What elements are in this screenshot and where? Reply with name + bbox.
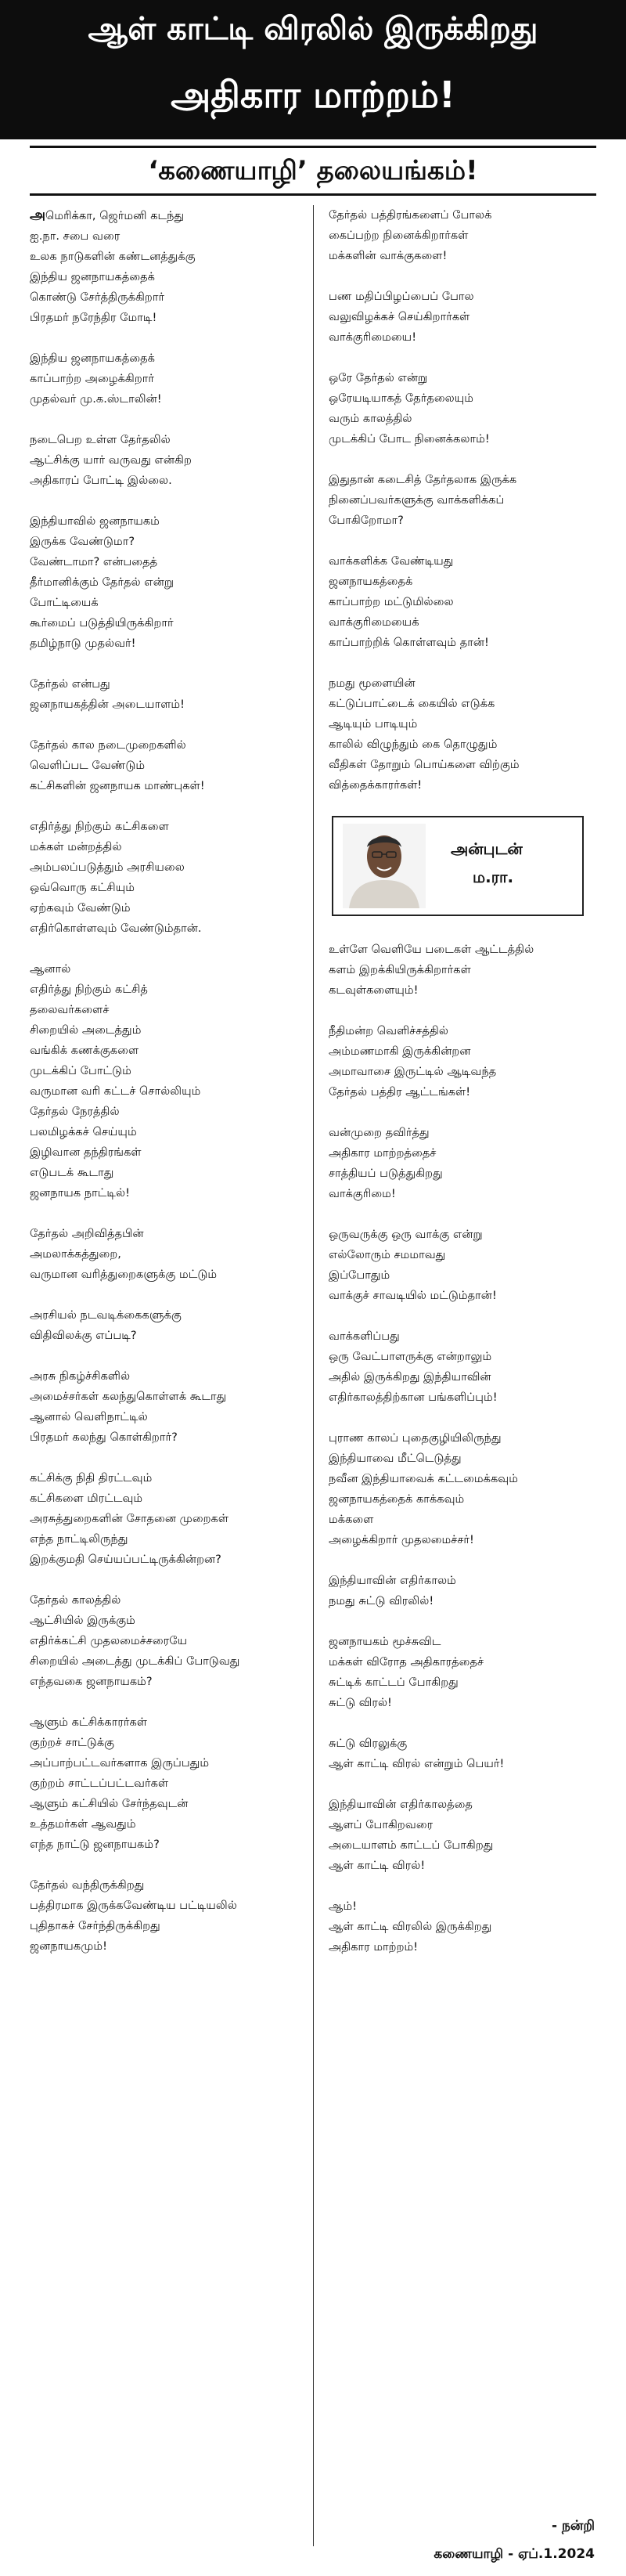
poem-line: இந்தியாவின் எதிர்காலம் (329, 1574, 456, 1587)
poem-line: ஜனநாயகத்தைக் (329, 575, 413, 588)
poem-stanza (30, 959, 296, 1203)
poem-line: அடையாளம் காட்டப் போகிறது (329, 1838, 494, 1852)
poem-line: களம் இறக்கியிருக்கிறார்கள் (329, 963, 471, 976)
poem-line: காலில் விழுந்தும் கை தொழுதும் (329, 738, 498, 751)
poem-line: ஒரேயடியாகத் தேர்தலையும் (329, 391, 474, 405)
poem-line: வலுவிழக்கச் செய்கிறார்கள் (329, 310, 470, 323)
poem-stanza (30, 1224, 296, 1285)
poem-stanza (329, 673, 595, 796)
poem-line: நீதிமன்ற வெளிச்சத்தில் (329, 1024, 448, 1037)
poem-line: இந்திய ஜனநாயகத்தைக் (30, 270, 155, 283)
poem-stanza (30, 348, 296, 409)
poem-line: இந்தியாவை மீட்டெடுத்து (329, 1452, 462, 1465)
poem-line: உத்தமர்கள் ஆவதும் (30, 1817, 136, 1831)
poem-line: பண மதிப்பிழப்பைப் போல (329, 290, 474, 303)
poem-stanza (30, 511, 296, 654)
poem-line: வரும் காலத்தில் (329, 412, 412, 425)
poem-line: ஒவ்வொரு கட்சியும் (30, 881, 135, 894)
poem-stanza (30, 1305, 296, 1346)
poem-line: கடவுள்களையும்! (329, 983, 419, 997)
poem-line: புராண காலப் புதைகுழியிலிருந்து (329, 1431, 502, 1445)
poem-line: கூர்மைப் படுத்தியிருக்கிறார் (30, 616, 174, 630)
headline-line-2: அதிகார மாற்றம்! (171, 74, 455, 116)
headline-banner (0, 0, 626, 139)
poem-line: அதிகார மாற்றத்தைச் (329, 1146, 437, 1160)
poem-line: ஆனால் (30, 962, 71, 976)
poem-line: அரசியல் நடவடிக்கைகளுக்கு (30, 1308, 182, 1322)
poem-line: இறக்குமதி செய்யப்பட்டிருக்கின்றன? (30, 1553, 221, 1566)
poem-stanza (329, 1571, 595, 1611)
poem-line: கட்டுப்பாட்டைக் கையில் எடுக்க (329, 697, 495, 710)
poem-line: எடுபடக் கூடாது (30, 1166, 114, 1179)
poem-line: தேர்தல் வந்திருக்கிறது (30, 1878, 145, 1892)
footer-credit: கணையாழி - ஏப்.1.2024 (434, 2546, 595, 2562)
poem-line: ஆள் காட்டி விரல் என்றும் பெயர்! (329, 1757, 505, 1770)
poem-line: ஆனால் வெளிநாட்டில் (30, 1410, 148, 1423)
left-column (30, 205, 296, 1977)
signature-author: ம.ரா. (473, 868, 514, 886)
poem-line: வாக்குச் சாவடியில் மட்டும்தான்! (329, 1289, 497, 1302)
poem-line: எதிர்த்து நிற்கும் கட்சித் (30, 983, 148, 996)
poem-line: எதிர்கொள்ளவும் வேண்டும்தான். (30, 922, 202, 935)
poem-line: ஒரு வேட்பாளருக்கு என்றாலும் (329, 1350, 492, 1363)
poem-line: அமாவாசை இருட்டில் ஆடிவந்த (329, 1065, 497, 1078)
poem-line: எதிர்த்து நிற்கும் கட்சிகளை (30, 820, 169, 833)
poem-line: ஐ.நா. சபை வரை (30, 229, 121, 243)
poem-line: காப்பாற்ற மட்டுமில்லை (329, 595, 454, 608)
poem-line: முடக்கிப் போட்டும் (30, 1064, 131, 1077)
poem-line: தேர்தல் என்பது (30, 677, 110, 691)
poem-line: அரசுத்துறைகளின் சோதனை முறைகள் (30, 1512, 229, 1525)
poem-line: சிறையில் அடைத்தும் (30, 1023, 142, 1037)
poem-line: ஆம்! (329, 1900, 358, 1913)
poem-line: அதிகாரப் போட்டி இல்லை. (30, 474, 172, 487)
poem-line: நமது மூளையின் (329, 676, 416, 690)
poem-line: கொண்டு சேர்த்திருக்கிறார் (30, 290, 165, 304)
poem-line: விதிவிலக்கு எப்படி? (30, 1329, 137, 1342)
poem-line: இப்போதும் (329, 1268, 390, 1282)
poem-stanza (30, 1366, 296, 1448)
poem-line: தமிழ்நாடு முதல்வர்! (30, 637, 136, 650)
poem-line: மக்கள் மன்றத்தில் (30, 840, 122, 853)
poem-line: தேர்தல் காலத்தில் (30, 1593, 121, 1607)
poem-line: நடைபெற உள்ள தேர்தலில் (30, 433, 171, 446)
author-signature-box (332, 816, 584, 916)
poem-stanza (329, 1225, 595, 1306)
poem-line: வன்முறை தவிர்த்து (329, 1126, 430, 1139)
poem-line: தேர்தல் பத்திரங்களைப் போலக் (329, 208, 492, 222)
poem-stanza (329, 1795, 595, 1876)
poem-line: தேர்தல் கால நடைமுறைகளில் (30, 738, 186, 752)
poem-stanza (329, 368, 595, 449)
poem-line: தேர்தல் அறிவித்தபின் (30, 1227, 144, 1240)
closing-thanks: - நன்றி (552, 2518, 595, 2534)
poem-line: பிரதமர் நரேந்திர மோடி! (30, 311, 157, 324)
poem-line: முதல்வர் மு.க.ஸ்டாலின்! (30, 392, 162, 406)
poem-line: குற்றம் சாட்டப்பட்டவர்கள் (30, 1777, 169, 1790)
poem-line: தீர்மானிக்கும் தேர்தல் என்று (30, 575, 174, 589)
headline-line-1: ஆள் காட்டி விரலில் இருக்கிறது (88, 11, 538, 47)
poem-line: வேண்டாமா? என்பதைத் (30, 555, 158, 568)
poem-stanza (329, 1632, 595, 1713)
poem-line: அம்மணமாகி இருக்கின்றன (329, 1044, 471, 1058)
poem-line: அழைக்கிறார் முதலமைச்சர்! (329, 1533, 474, 1546)
poem-line: கட்சிகளை மிரட்டவும் (30, 1492, 143, 1505)
poem-line: போகிறோமா? (329, 514, 404, 527)
poem-line: வீதிகள் தோறும் பொய்களை விற்கும் (329, 758, 520, 771)
poem-line: காப்பாற்றிக் கொள்ளவும் தான்! (329, 636, 489, 649)
poem-line: பலமிழக்கச் செய்யும் (30, 1125, 137, 1138)
poem-line: ஆளும் கட்சிக்காரர்கள் (30, 1716, 148, 1729)
poem-stanza (30, 817, 296, 939)
poem-line: எந்த நாட்டு ஜனநாயகம்? (30, 1838, 160, 1851)
poem-stanza (329, 940, 595, 1001)
poem-stanza (329, 1734, 595, 1774)
poem-line: ஏற்கவும் வேண்டும் (30, 901, 131, 915)
poem-line: வாக்குரிமை! (329, 1187, 396, 1200)
poem-line: அமெரிக்கா, ஜெர்மனி கடந்து (30, 207, 185, 223)
right-column-top (329, 205, 595, 796)
poem-stanza (329, 551, 595, 653)
poem-stanza (30, 1590, 296, 1692)
poem-line: ஒரே தேர்தல் என்று (329, 371, 428, 384)
poem-line: ஆள் காட்டி விரலில் இருக்கிறது (329, 1920, 492, 1933)
poem-line: இதுதான் கடைசித் தேர்தலாக இருக்க (329, 473, 517, 486)
poem-line: ஆடியும் பாடியும் (329, 717, 418, 731)
poem-line: சாத்தியப் படுத்துகிறது (329, 1167, 443, 1180)
poem-stanza (30, 1468, 296, 1570)
poem-line: அரசு நிகழ்ச்சிகளில் (30, 1369, 131, 1383)
poem-line: எதிர்காலத்திற்கான பங்களிப்பும்! (329, 1391, 498, 1404)
poem-line: ஆளும் கட்சியில் சேர்ந்தவுடன் (30, 1797, 189, 1810)
poem-stanza (329, 1021, 595, 1102)
poem-line: போட்டியைக் (30, 596, 99, 609)
poem-line: தலைவர்களைச் (30, 1003, 110, 1016)
poem-line: நமது சுட்டு விரலில்! (329, 1594, 434, 1607)
poem-line: சுட்டு விரலுக்கு (329, 1737, 408, 1750)
poem-line: முடக்கிப் போட நினைக்கலாம்! (329, 432, 490, 446)
poem-line: எல்லோரும் சமமாவது (329, 1248, 446, 1261)
poem-line: ஜனநாயகமும்! (30, 1939, 107, 1953)
poem-stanza (329, 470, 595, 531)
poem-line: ஜனநாயகம் மூச்சுவிட (329, 1635, 441, 1648)
poem-line: தேர்தல் பத்திர ஆட்டங்கள்! (329, 1085, 471, 1099)
poem-line: குற்றச் சாட்டுக்கு (30, 1736, 115, 1749)
poem-line: அம்பலப்படுத்தும் அரசியலை (30, 860, 185, 874)
poem-line: மக்கள் விரோத அதிகாரத்தைச் (329, 1655, 484, 1669)
poem-line: பிரதமர் கலந்து கொள்கிறார்? (30, 1431, 178, 1444)
poem-line: ஆட்சிக்கு யார் வருவது என்கிற (30, 453, 192, 467)
poem-line: சிறையில் அடைத்து முடக்கிப் போடுவது (30, 1654, 240, 1668)
poem-stanza (329, 1428, 595, 1550)
poem-line: இந்தியாவின் எதிர்காலத்தை (329, 1798, 473, 1811)
poem-line: மக்களின் வாக்குகளை! (329, 249, 448, 262)
poem-line: ஆள் காட்டி விரல்! (329, 1859, 426, 1872)
poem-line: அதிகார மாற்றம்! (329, 1940, 419, 1954)
poem-line: இழிவான தந்திரங்கள் (30, 1145, 142, 1159)
poem-line: எந்த நாட்டிலிருந்து (30, 1532, 128, 1546)
column-divider (313, 205, 314, 2546)
poem-line: இந்தியாவில் ஜனநாயகம் (30, 514, 160, 528)
right-column (329, 205, 595, 1978)
poem-line: சுட்டு விரல்! (329, 1696, 392, 1709)
poem-line: வாக்களிக்க வேண்டியது (329, 554, 454, 568)
poem-line: அதில் இருக்கிறது இந்தியாவின் (329, 1370, 491, 1384)
poem-line: வருமான வரித்துறைகளுக்கு மட்டும் (30, 1268, 218, 1281)
poem-line: இந்திய ஜனநாயகத்தைக் (30, 352, 155, 365)
poem-stanza (30, 735, 296, 796)
poem-stanza (30, 674, 296, 715)
poem-line: ஜனநாயகத்தைக் காக்கவும் (329, 1492, 465, 1506)
poem-line: சுட்டிக் காட்டப் போகிறது (329, 1676, 459, 1689)
poem-line: வருமான வரி கட்டச் சொல்லியும் (30, 1084, 201, 1098)
poem-line: வாக்களிப்பது (329, 1329, 400, 1343)
poem-line: வித்தைக்காரர்கள்! (329, 778, 423, 792)
poem-line: இருக்க வேண்டுமா? (30, 535, 135, 548)
poem-stanza (329, 1326, 595, 1408)
poem-line: வங்கிக் கணக்குகளை (30, 1044, 139, 1057)
section-title: ‘கணையாழி’ தலையங்கம்! (30, 146, 596, 196)
poem-line: உள்ளே வெளியே படைகள் ஆட்டத்தில் (329, 943, 534, 956)
poem-line: மக்களை (329, 1513, 374, 1526)
poem-line: நவீன இந்தியாவைக் கட்டமைக்கவும் (329, 1472, 519, 1485)
poem-line: காப்பாற்ற அழைக்கிறார் (30, 372, 155, 385)
poem-line: அப்பாற்பட்டவர்களாக இருப்பதும் (30, 1756, 210, 1770)
right-column-bottom (329, 940, 595, 1957)
poem-line: கைப்பற்ற நினைக்கிறார்கள் (329, 229, 469, 242)
poem-line: கட்சிக்கு நிதி திரட்டவும் (30, 1471, 153, 1485)
poem-stanza (30, 430, 296, 491)
poem-line: வெளிப்பட வேண்டும் (30, 759, 146, 772)
poem-stanza (30, 1712, 296, 1855)
poem-line: வாக்குரிமையை! (329, 330, 417, 344)
poem-stanza (30, 1875, 296, 1957)
author-photo (343, 824, 426, 908)
poem-stanza (329, 287, 595, 348)
poem-line: ஜனநாயகத்தின் அடையாளம்! (30, 698, 185, 711)
signature-greeting: அன்புடன் (451, 839, 523, 858)
poem-line: புதிதாகச் சேர்ந்திருக்கிறது (30, 1919, 160, 1932)
poem-line: எந்தவகை ஜனநாயகம்? (30, 1675, 153, 1688)
poem-line: தேர்தல் நேரத்தில் (30, 1105, 120, 1118)
poem-line: அமைச்சர்கள் கலந்துகொள்ளக் கூடாது (30, 1390, 227, 1403)
poem-line: ஒருவருக்கு ஒரு வாக்கு என்று (329, 1228, 483, 1241)
poem-line: ஜனநாயக நாட்டில்! (30, 1186, 130, 1200)
poem-line: உலக நாடுகளின் கண்டனத்துக்கு (30, 250, 196, 263)
poem-line: ஆட்சியில் இருக்கும் (30, 1614, 135, 1627)
poem-line: அமலாக்கத்துறை, (30, 1247, 121, 1261)
poem-stanza (30, 205, 296, 328)
poem-line: கட்சிகளின் ஜனநாயக மாண்புகள்! (30, 779, 205, 792)
poem-line: பத்திரமாக இருக்கவேண்டிய பட்டியலில் (30, 1899, 237, 1912)
poem-line: எதிர்க்கட்சி முதலமைச்சரையே (30, 1634, 188, 1647)
poem-stanza (329, 205, 595, 266)
poem-stanza (329, 1123, 595, 1204)
poem-line: ஆளப் போகிறவரை (329, 1818, 434, 1831)
poem-line: நினைப்பவர்களுக்கு வாக்களிக்கப் (329, 493, 505, 507)
poem-stanza (329, 1896, 595, 1957)
drop-cap: அ (30, 207, 46, 223)
poem-line: வாக்குரிமையைக் (329, 615, 419, 629)
